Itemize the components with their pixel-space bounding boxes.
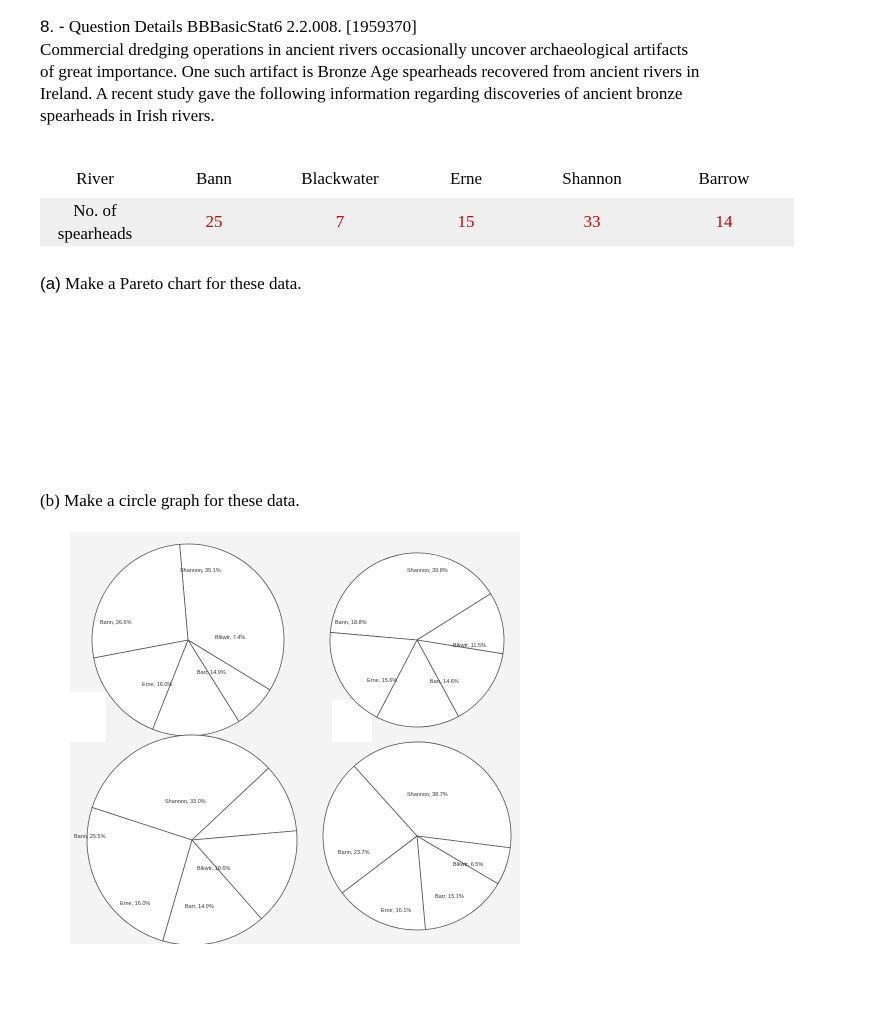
table-row-count (40, 198, 794, 246)
river-shannon: Shannon (562, 169, 622, 188)
pie-chart-4[interactable] (323, 742, 511, 930)
question-text-line: Commercial dredging operations in ancient rivers occasionally uncover archaeological artifacts (40, 40, 689, 59)
pie-label-barr: Barr, 14.9% (185, 904, 214, 910)
pie-chart-3[interactable] (74, 735, 297, 944)
river-erne: Erne (449, 169, 483, 188)
pie-label-barr: Barr, 14.9% (197, 670, 226, 676)
part-a-tag: (a) (40, 274, 61, 293)
count-bann: 25 (205, 212, 223, 231)
pie-label-bann: Bann, 25.5% (74, 834, 106, 840)
question-text-line: spearheads in Irish rivers. (40, 106, 215, 125)
pie-label-barr: Barr, 14.6% (430, 679, 459, 685)
pie-label-blkwtr: Blkwtr, 11.5% (453, 643, 486, 649)
river-blackwater: Blackwater (301, 169, 379, 188)
pie-charts (70, 532, 520, 944)
count-barrow: 14 (715, 212, 733, 231)
pie-chart-2[interactable] (330, 553, 504, 727)
part-a-prompt (40, 274, 302, 294)
pie-chart-1[interactable] (92, 544, 284, 736)
pie-label-blkwtr: Blkwtr, 7.4% (215, 635, 246, 641)
pie-label-bann: Bann, 18.8% (335, 620, 367, 626)
pie-label-bann: Bann, 23.7% (338, 850, 370, 856)
pie-slice-bann (92, 544, 188, 658)
pie-label-erne: Erne, 16.0% (142, 682, 173, 688)
count-shannon: 33 (583, 212, 601, 231)
pie-label-erne: Erne, 16.1% (381, 908, 412, 914)
row-label-river: River (76, 169, 114, 188)
row-label-spearheads (40, 198, 150, 246)
question-title (40, 16, 840, 38)
river-barrow: Barrow (698, 169, 750, 188)
part-b-prompt: (b) Make a circle graph for these data. (40, 491, 300, 510)
spearheads-table (40, 160, 794, 246)
pie-label-blkwtr: Blkwtr, 6.5% (453, 862, 484, 868)
pie-label-bann: Bann, 26.6% (100, 620, 132, 626)
pie-label-barr: Barr, 15.1% (435, 894, 464, 900)
pie-options-panel (70, 532, 520, 944)
count-erne: 15 (457, 212, 475, 231)
pie-label-blkwtr: Blkwtr, 10.6% (197, 866, 231, 872)
row-label-line: No. of (73, 201, 117, 220)
part-a-text: Make a Pareto chart for these data. (65, 274, 302, 293)
pie-label-erne: Erne, 15.6% (367, 678, 398, 684)
pie-label-shannon: Shannon, 33.0% (165, 799, 206, 805)
question-header (40, 16, 840, 127)
pie-label-erne: Erne, 16.0% (120, 901, 151, 907)
question-details: Question Details BBBasicStat6 2.2.008. [1959370] (68, 17, 417, 36)
pie-label-shannon: Shannon, 35.1% (180, 568, 221, 574)
river-bann: Bann (196, 169, 232, 188)
question-text-line: of great importance. One such artifact is Bronze Age spearheads recovered from ancient rivers in (40, 62, 700, 81)
table-row-river (40, 160, 794, 198)
question-text-line: Ireland. A recent study gave the following information regarding discoveries of ancient bronze (40, 84, 683, 103)
pie-label-shannon: Shannon, 39.8% (407, 568, 448, 574)
question-text (40, 39, 840, 127)
row-label-line: spearheads (57, 224, 133, 243)
pie-label-shannon: Shannon, 38.7% (407, 792, 448, 798)
question-number: 8. - (40, 17, 65, 36)
count-blackwater: 7 (335, 212, 345, 231)
